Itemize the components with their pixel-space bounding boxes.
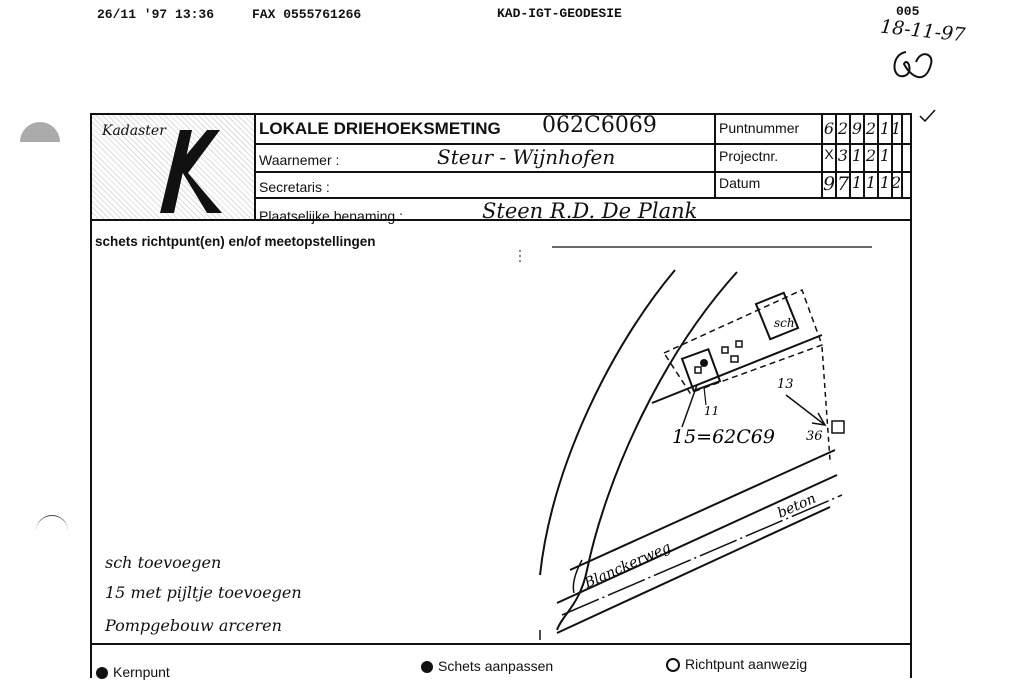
digit: 1 bbox=[891, 119, 902, 138]
digit: 6 bbox=[823, 119, 835, 138]
benaming-label: Plaatselijke benaming : bbox=[259, 208, 403, 224]
benaming-value: Steen R.D. De Plank bbox=[482, 199, 698, 223]
legend-schets-label: Schets aanpassen bbox=[438, 658, 554, 674]
digit: 3 bbox=[837, 146, 849, 165]
initials-mark bbox=[886, 44, 946, 89]
projectnr-label: Projectnr. bbox=[719, 148, 779, 164]
sketch-label-13: 13 bbox=[777, 377, 794, 392]
check-mark bbox=[918, 108, 938, 124]
waarnemer-label: Waarnemer : bbox=[259, 152, 340, 168]
puntnummer-label: Puntnummer bbox=[719, 120, 800, 136]
digit: 9 bbox=[823, 173, 836, 195]
secretaris-label: Secretaris : bbox=[259, 179, 330, 195]
digit: 7 bbox=[837, 173, 850, 195]
schets-label: schets richtpunt(en) en/of meetopstellingen bbox=[95, 234, 376, 249]
sketch-label-road: Blanckerweg bbox=[582, 539, 674, 592]
sketch-label-36: 36 bbox=[806, 429, 823, 444]
waarnemer-value: Steur - Wijnhofen bbox=[437, 145, 616, 169]
ring-icon bbox=[666, 658, 680, 672]
sketch-label-beton: beton bbox=[775, 490, 819, 522]
legend-richtpunt bbox=[666, 656, 807, 672]
form-title-number: 062C6069 bbox=[542, 113, 657, 138]
note-item: sch toevoegen bbox=[105, 553, 222, 572]
punch-hole-mark bbox=[20, 122, 60, 142]
note-item: Pompgebouw arceren bbox=[105, 616, 282, 635]
logo-text: Kadaster bbox=[102, 123, 166, 139]
legend-kernpunt-label: Kernpunt bbox=[113, 664, 170, 680]
sketch-label-sch: sch bbox=[774, 316, 795, 330]
sketch-label-15: 15=62C69 bbox=[672, 426, 775, 448]
legend-schets bbox=[421, 658, 553, 674]
fax-datetime: 26/11 '97 13:36 bbox=[97, 7, 215, 22]
datum-label: Datum bbox=[719, 175, 761, 191]
fax-page-number: 005 bbox=[896, 4, 920, 19]
digit: 1 bbox=[851, 173, 863, 192]
kadaster-k-icon bbox=[152, 125, 242, 215]
handwritten-date: 18-11-97 bbox=[879, 15, 967, 47]
site-sketch bbox=[512, 235, 912, 645]
filled-dot-icon bbox=[96, 667, 108, 679]
digit: 1 bbox=[879, 146, 891, 165]
digit: 1 bbox=[879, 119, 891, 138]
sketch-label-11: 11 bbox=[704, 404, 720, 418]
note-item: 15 met pijltje toevoegen bbox=[105, 583, 302, 602]
kadaster-logo bbox=[92, 115, 256, 219]
digit: 2 bbox=[865, 146, 877, 165]
digit: 2 bbox=[865, 119, 877, 138]
digit: 1 bbox=[851, 146, 863, 165]
digit: 9 bbox=[851, 119, 863, 138]
form-title: LOKALE DRIEHOEKSMETING bbox=[259, 119, 501, 138]
punch-hole-mark bbox=[36, 515, 68, 532]
fax-sender: KAD-IGT-GEODESIE bbox=[497, 6, 622, 21]
fax-number: FAX 0555761266 bbox=[252, 7, 362, 22]
digit: 1 bbox=[865, 173, 877, 192]
digit: X bbox=[824, 146, 834, 162]
filled-dot-icon bbox=[421, 661, 433, 673]
digit: 1 bbox=[879, 173, 891, 192]
legend-richtpunt-label: Richtpunt aanwezig bbox=[685, 656, 808, 672]
digit: 2 bbox=[891, 173, 902, 192]
digit: 2 bbox=[837, 119, 849, 138]
